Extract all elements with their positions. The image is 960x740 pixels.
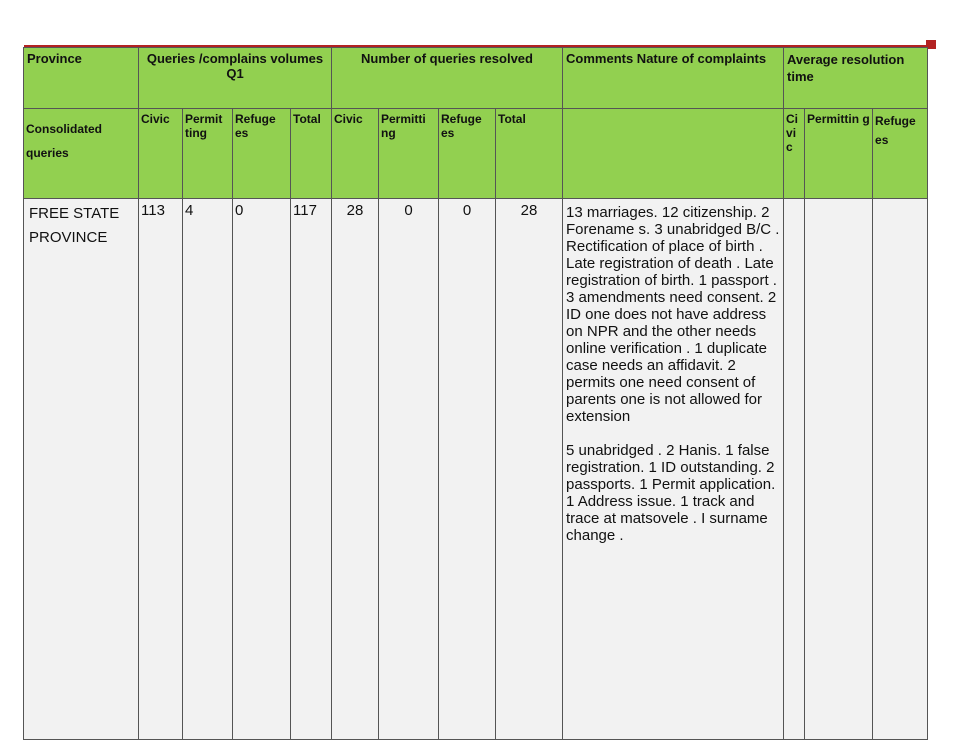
avg-civic-value [784, 199, 805, 740]
complaints-table [23, 47, 928, 740]
table-row [24, 199, 928, 740]
comment-paragraph-1: 13 marriages. 12 citizenship. 2 Forename s. 3 unabridged B/C . Rectification of place of birth . Late registration of death . Late registration of birth. 1 passport . 3 amendments need consent. 2 ID one does not have address on NPR and the other needs online verification . 1 duplicate case needs an affidavit. 2 permits one need consent of parents one is not allowed for extension [566, 204, 780, 425]
avg-permitting-value [805, 199, 873, 740]
header-row-2 [24, 109, 928, 199]
avg-refugees-value [873, 199, 928, 740]
header-queries-total: Total [291, 109, 332, 199]
resolved-civic: 28 [332, 199, 379, 740]
header-resolved-refugees: Refuge es [439, 109, 496, 199]
header-avg-permitting: Permittin g [805, 109, 873, 199]
header-queries-volumes: Queries /complains volumes Q1 [139, 48, 332, 109]
resolved-permitting: 0 [379, 199, 439, 740]
header-comments-blank [563, 109, 784, 199]
queries-civic: 113 [139, 199, 183, 740]
header-row-1 [24, 48, 928, 109]
province-name: FREE STATE PROVINCE [24, 199, 139, 740]
header-queries-resolved: Number of queries resolved [332, 48, 563, 109]
complaint-comments [563, 199, 784, 740]
header-queries-permitting: Permit ting [183, 109, 233, 199]
header-resolved-total: Total [496, 109, 563, 199]
header-average-resolution: Average resolution time [784, 48, 928, 109]
comment-paragraph-2: 5 unabridged . 2 Hanis. 1 false registration. 1 ID outstanding. 2 passports. 1 Permit application. 1 Address issue. 1 track and trace at matsovele . I surname change . [566, 442, 776, 544]
queries-refugees: 0 [233, 199, 291, 740]
header-province: Province [24, 48, 139, 109]
resolved-refugees: 0 [439, 199, 496, 740]
queries-total: 117 [291, 199, 332, 740]
header-avg-civic: Ci vi c [784, 109, 805, 199]
queries-permitting: 4 [183, 199, 233, 740]
header-consolidated: Consolidated queries [24, 109, 139, 199]
header-resolved-civic: Civic [332, 109, 379, 199]
header-resolved-permitting: Permitti ng [379, 109, 439, 199]
header-queries-civic: Civic [139, 109, 183, 199]
header-avg-refugees: Refuge es [873, 109, 928, 199]
resolved-total: 28 [496, 199, 563, 740]
header-queries-refugees: Refuge es [233, 109, 291, 199]
header-comments: Comments Nature of complaints [563, 48, 784, 109]
